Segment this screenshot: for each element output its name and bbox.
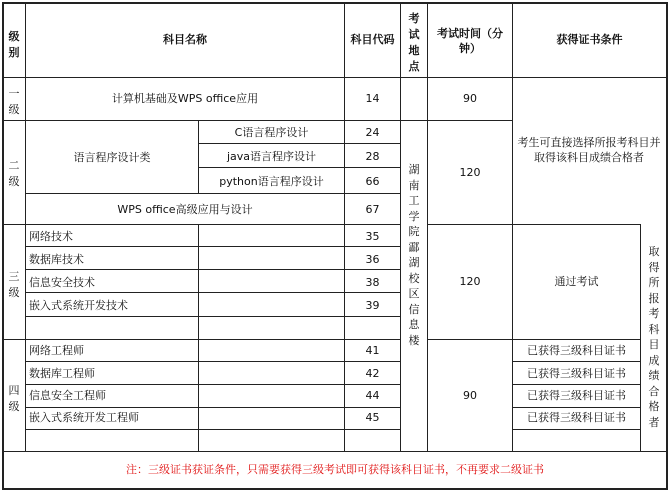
level-1-subject: 计算机基础及WPS office应用 — [111, 92, 259, 105]
level-2-subject-name: C语言程序设计 — [234, 126, 309, 139]
level-3-subject-name: 信息安全技术 — [29, 276, 95, 289]
level-2-wps-subject: WPS office高级应用与设计 — [117, 203, 253, 216]
level-4-subject-code: 44 — [365, 389, 380, 402]
condition-levels-1-2: 考生可直接选择所报考科目并取得该科目成绩合格者 — [517, 136, 661, 164]
level-3-subject-code: 38 — [365, 276, 380, 289]
level-4-subject-code: 41 — [365, 344, 380, 357]
level-2-wps-code: 67 — [365, 203, 380, 216]
level-3-subject-code: 35 — [365, 230, 380, 243]
level-4-subject-code: 45 — [365, 411, 380, 424]
level-4-condition: 已获得三级科目证书 — [527, 344, 626, 357]
level-3-condition: 通过考试 — [554, 275, 599, 288]
level-3-subject-name: 网络技术 — [29, 230, 73, 243]
level-3-subject-code: 39 — [365, 299, 380, 312]
header-exam-location: 考试地点 — [408, 12, 420, 73]
level-4-condition: 已获得三级科目证书 — [527, 411, 626, 424]
level-4-subject-name: 网络工程师 — [29, 344, 84, 357]
level-4-condition: 已获得三级科目证书 — [527, 367, 626, 380]
level-4-label: 四级 — [8, 384, 20, 413]
level-4-time: 90 — [463, 389, 477, 402]
level-4-subject-code: 42 — [365, 367, 380, 380]
level-2-subject-code: 66 — [365, 175, 380, 188]
level-3-subject-name: 嵌入式系统开发技术 — [29, 299, 128, 312]
header-exam-time: 考试时间（分钟） — [437, 27, 503, 55]
level-2-label: 二级 — [8, 159, 20, 188]
level-2-time: 120 — [459, 166, 481, 179]
level-3-label: 三级 — [8, 270, 20, 299]
level-2-subject-code: 24 — [365, 126, 380, 139]
level-3-subject-name: 数据库技术 — [29, 253, 84, 266]
exam-location: 湖南工学院酃湖校区信息楼 — [408, 163, 420, 347]
header-cert-conditions: 获得证书条件 — [556, 33, 623, 46]
level-2-group-name: 语言程序设计类 — [73, 151, 151, 164]
level-2-subject-code: 28 — [365, 150, 380, 163]
level-4-subject-name: 数据库工程师 — [29, 367, 95, 380]
header-level: 级别 — [8, 30, 20, 59]
condition-levels-3-4: 取得所报考科目成绩合格者 — [648, 245, 660, 429]
level-4-subject-name: 嵌入式系统开发工程师 — [29, 411, 139, 424]
level-1-time: 90 — [463, 92, 477, 105]
header-subject-code: 科目代码 — [350, 33, 395, 46]
footer-note: 注：三级证书获证条件，只需要获得三级考试即可获得该科目证书，不再要求二级证书 — [126, 463, 544, 476]
level-3-time: 120 — [459, 275, 481, 288]
level-1-code: 14 — [365, 92, 380, 105]
level-4-condition: 已获得三级科目证书 — [527, 389, 626, 402]
level-2-subject-name: java语言程序设计 — [226, 150, 317, 163]
level-2-subject-name: python语言程序设计 — [219, 175, 324, 188]
header-subject-name: 科目名称 — [163, 33, 207, 46]
level-1-label: 一级 — [8, 87, 20, 116]
level-3-subject-code: 36 — [365, 253, 380, 266]
level-4-subject-name: 信息安全工程师 — [29, 389, 106, 402]
